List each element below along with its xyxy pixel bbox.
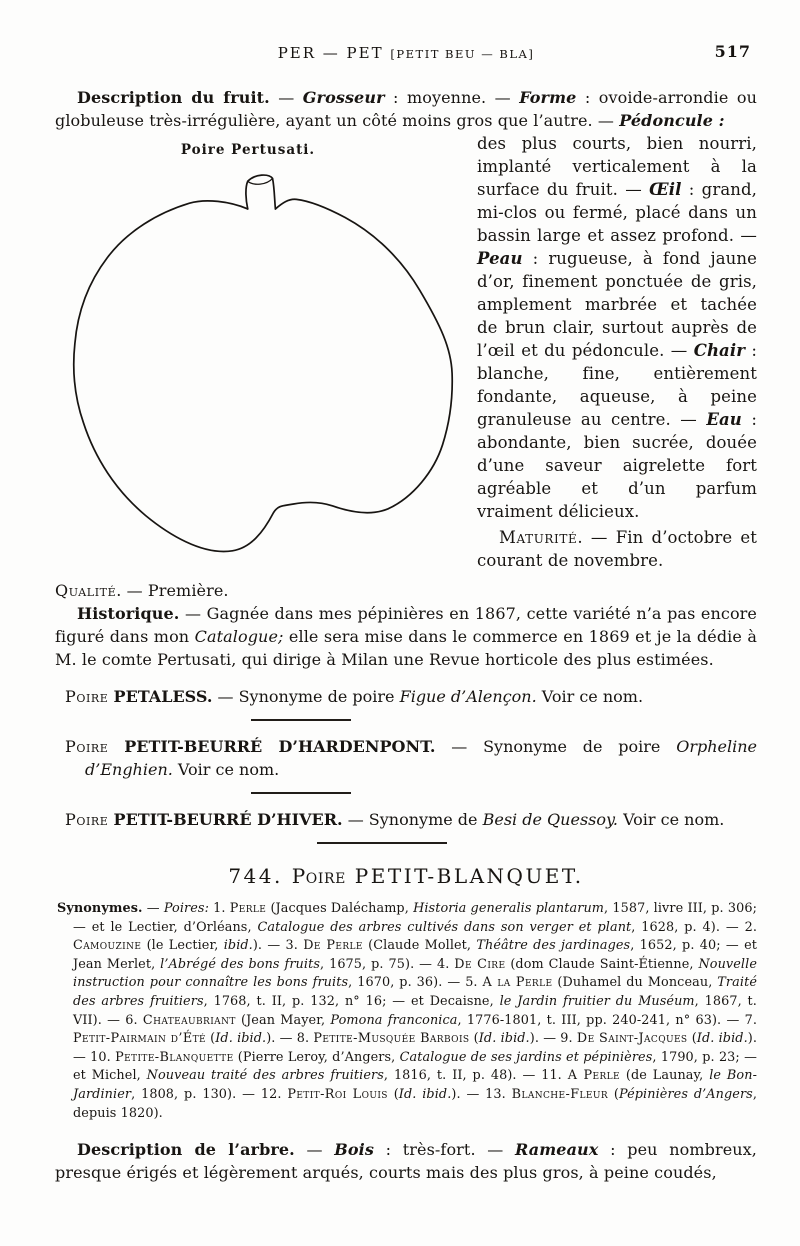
maturity-paragraph: Maturité. — Fin d’octobre et courant de novembre. bbox=[477, 528, 757, 570]
header-section-range bbox=[278, 44, 535, 62]
tree-description-paragraph: Description de l’arbre. — Bois : très-fort. — Rameaux : peu nombreux, presque érigés et légèrement arqués, courts mais des plus gros, à peine coudés, bbox=[55, 1140, 757, 1183]
running-header bbox=[55, 44, 757, 62]
variety-heading: 744. Poire PETIT-BLANQUET. bbox=[228, 864, 584, 888]
header-range-bracket: [PETIT BEU — BLA] bbox=[390, 47, 535, 61]
pear-figure bbox=[55, 142, 471, 569]
header-range-main: PER — PET bbox=[277, 44, 384, 62]
quality-line: Qualité. — Première. bbox=[55, 581, 229, 600]
separator-rule bbox=[251, 719, 351, 721]
synonyms-paragraph: Synonymes. — Poires: 1. Perle (Jacques Daléchamp, Historia generalis plantarum, 1587, livre III, p. 306; — et le Lectier, d’Orléans, Catalogue des arbres cultivés dans son verger et plant, 1628, p. 4). — 2. Camouzine (le Lectier, ibid.). — 3. De Perle (Claude Mollet, Théâtre des jardinages, 1652, p. 40; — et Jean Merlet, l’Abrégé des bons fruits, 1675, p. 75). — 4. De Cire (dom Claude Saint-Étienne, Nouvelle instruction pour connaître les bons fruits, 1670, p. 36). — 5. A la Perle (Duhamel du Monceau, Traité des arbres fruitiers, 1768, t. II, p. 132, n° 16; — et Decaisne, le Jardin fruitier du Muséum, 1867, t. VII). — 6. Chateaubriant (Jean Mayer, Pomona franconica, 1776-1801, t. III, pp. 240-241, n° 63). — 7. Petit-Pairmain d’Été (Id. ibid.). — 8. Petite-Musquée Barbois (Id. ibid.). — 9. De Saint-Jacques (Id. ibid.). — 10. Petite-Blanquette (Pierre Leroy, d’Angers, Catalogue de ses jardins et pépinières, 1790, p. 23; — et Michel, Nouveau traité des arbres fruitiers, 1816, t. II, p. 48). — 11. A Perle (de Launay, le Bon-Jardinier, 1808, p. 130). — 12. Petit-Roi Louis (Id. ibid.). — 13. Blanche-Fleur (Pépinières d’Angers, depuis 1820). bbox=[57, 901, 758, 1121]
separator-rule bbox=[317, 842, 447, 844]
separator-rule bbox=[251, 792, 351, 794]
pear-engraving bbox=[51, 164, 475, 569]
fruit-description-intro: Description du fruit. — Grosseur : moyenne. — Forme : ovoide-arrondie ou globuleuse très-irrégulière, ayant un côté moins gros que l’autre. — Pédoncule : bbox=[55, 88, 757, 130]
figure-caption: Poire Pertusati. bbox=[180, 142, 316, 158]
page-content bbox=[55, 44, 757, 1184]
page-number: 517 bbox=[714, 42, 751, 61]
fruit-description-continued: des plus courts, bien nourri, implanté verticalement à la surface du fruit. — Œil : grand, mi-clos ou fermé, placé dans un bassin large et assez profond. — Peau : rugueuse, à fond jaune d’or, finement ponctuée de gris, amplement marbrée et tachée de brun clair, surtout auprès de l’œil et du pédoncule. — Chair : blanche, fine, entièrement fondante, aqueuse, à peine granuleuse au centre. — Eau : abondante, bien sucrée, douée d’une saveur aigrelette fort agréable et d’un parfum vraiment délicieux. bbox=[477, 134, 758, 521]
history-paragraph: Historique. — Gagnée dans mes pépinières en 1867, cette variété n’a pas encore figuré dans mon Catalogue; elle sera mise dans le commerce en 1869 et je la dédie à M. le comte Pertusati, qui dirige à Milan une Revue horticole des plus estimées. bbox=[55, 604, 758, 669]
pear-outline bbox=[74, 199, 452, 551]
synonym-entry-petaless: Poire PETALESS. — Synonyme de poire Figue d’Alençon. Voir ce nom. bbox=[65, 687, 644, 706]
synonym-entry-petit-beurre-hiver: Poire PETIT-BEURRÉ D’HIVER. — Synonyme de Besi de Quessoy. Voir ce nom. bbox=[65, 810, 725, 829]
synonym-entry-petit-beurre-hardenpont: Poire PETIT-BEURRÉ D’HARDENPONT. — Synonyme de poire Orpheline d’Enghien. Voir ce nom. bbox=[65, 737, 757, 779]
